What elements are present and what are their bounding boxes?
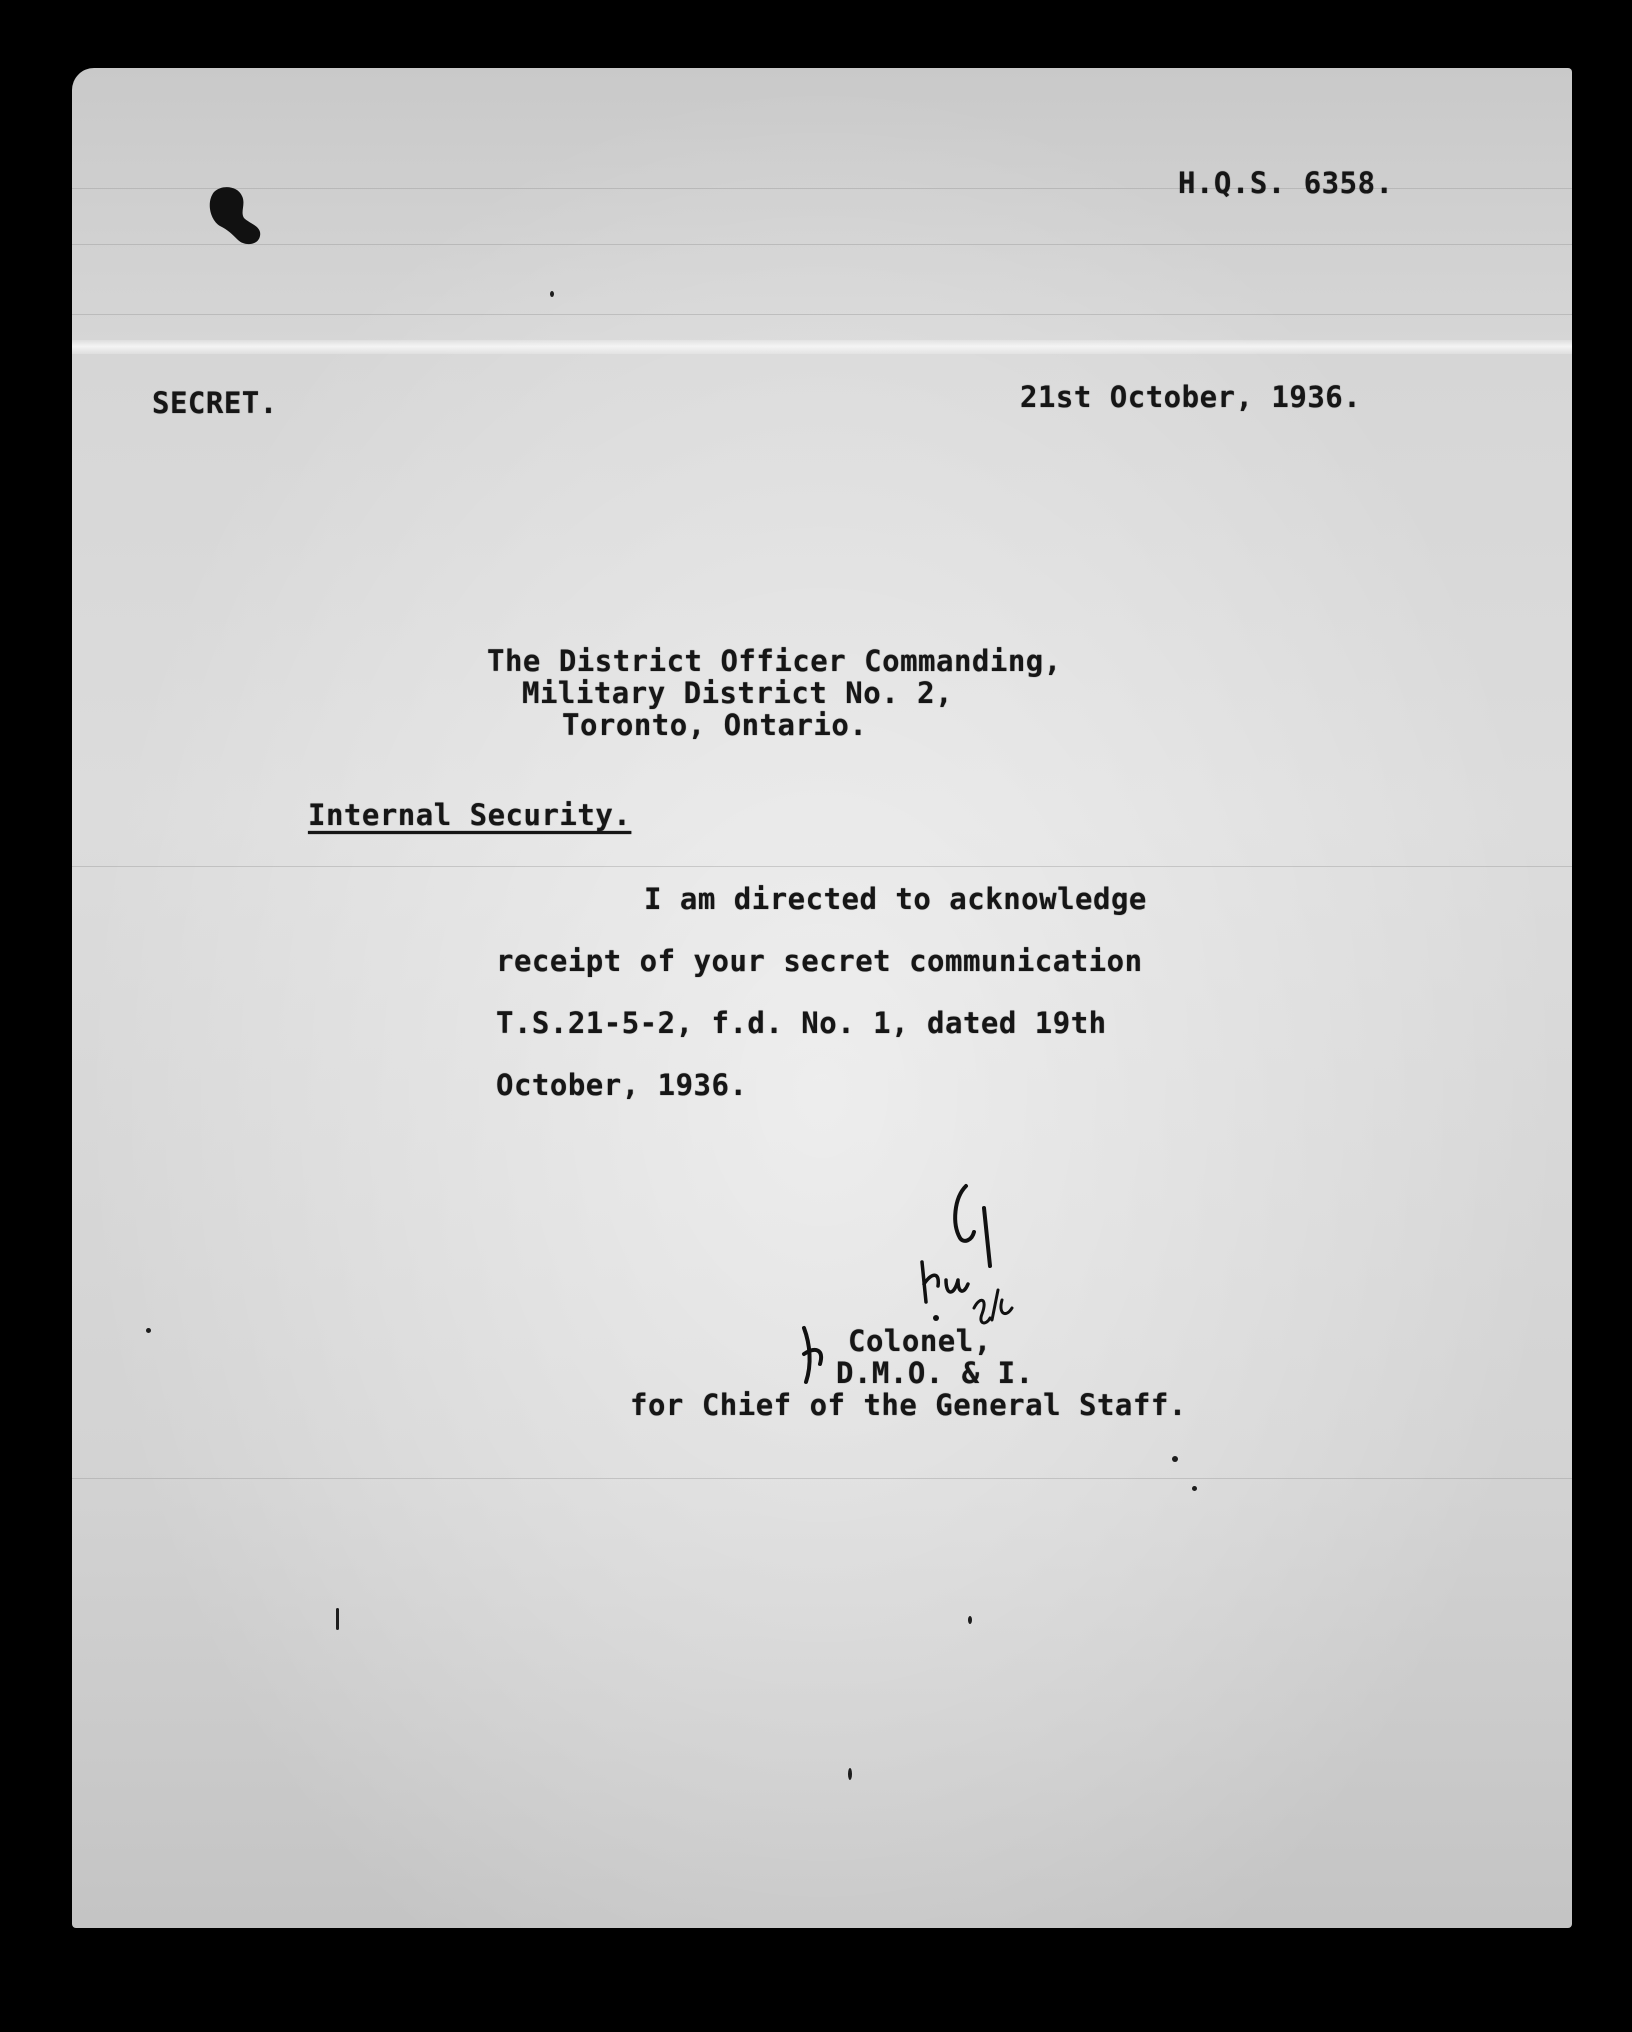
document-page [72,68,1572,1928]
body-line-1: I am directed to acknowledge [644,882,1147,916]
ink-speck [848,1768,852,1780]
body-line-2: receipt of your secret communication [496,944,1143,978]
signature-authority: for Chief of the General Staff. [630,1388,1187,1422]
ink-speck [968,1616,972,1624]
signature-title: D.M.O. & I. [836,1356,1034,1390]
body-line-3: T.S.21-5-2, f.d. No. 1, dated 19th [496,1006,1107,1040]
addressee-line-3: Toronto, Ontario. [562,708,868,742]
ink-speck [1192,1486,1197,1491]
addressee-line-2: Military District No. 2, [522,676,954,710]
ink-speck [146,1328,151,1333]
subject-heading: Internal Security. [308,798,632,832]
file-reference: H.Q.S. 6358. [1178,166,1394,200]
addressee-line-1: The District Officer Commanding, [487,644,1062,678]
letter-date: 21st October, 1936. [1020,380,1362,414]
ink-blot-icon [204,184,264,248]
page-fold [72,340,1572,354]
paper-ruling [72,866,1572,867]
paper-ruling [72,1478,1572,1479]
ink-speck [1172,1456,1178,1462]
ink-speck [336,1608,339,1630]
classification-label: SECRET. [152,386,278,420]
ink-speck [550,291,554,297]
body-line-4: October, 1936. [496,1068,748,1102]
paper-ruling [72,314,1572,315]
signature-rank: Colonel, [848,1324,992,1358]
paper-ruling [72,244,1572,245]
